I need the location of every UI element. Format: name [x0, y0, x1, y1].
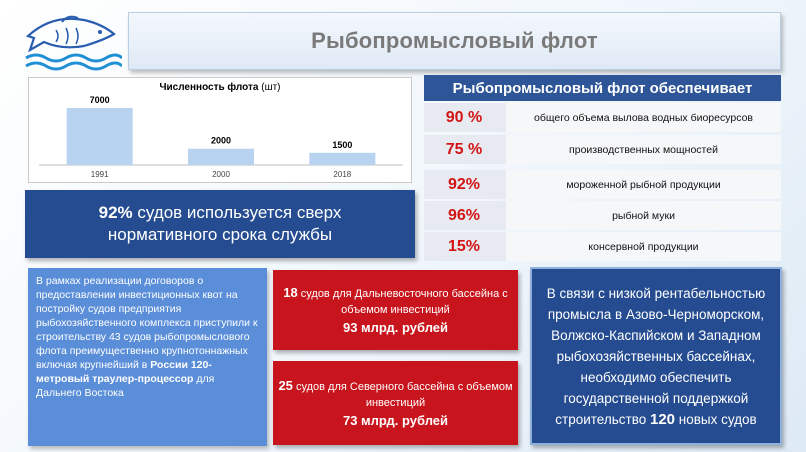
provision-row: [424, 232, 781, 261]
north-investment-box: [273, 361, 518, 445]
north-line: [273, 378, 518, 411]
bar-2000: [188, 149, 254, 165]
provision-pct: 96%: [447, 206, 481, 224]
investment-info-box: [28, 268, 267, 446]
provision-pct: 75 %: [445, 140, 483, 158]
bar-1991: [67, 108, 133, 165]
ships-age-text2: нормативного срока службы: [107, 225, 333, 244]
far-east-text: судов для Дальневосточного бассейна с объемом инвестиций: [297, 287, 508, 316]
chart-title-text: Численность флота: [159, 82, 259, 93]
support-text-wrap: [538, 283, 774, 430]
provision-pct: 92%: [447, 175, 481, 193]
provision-row: [424, 201, 781, 230]
provision-pct: 15%: [447, 237, 481, 255]
provision-row: [424, 135, 781, 164]
provision-desc: мороженной рыбной продукции: [506, 170, 781, 199]
ships-age-line1: [99, 202, 342, 224]
support-text: В связи с низкой рентабельностью промысла в Азово-Черноморском, Волжско-Каспийском и Западном рыбохозяйственных бассейнах, необходимо обеспечить государственной поддержкой строительство: [546, 285, 766, 427]
invest-text-bold: России 120-метровый траулер-процессор: [36, 359, 212, 385]
chart-title-unit: (шт): [261, 82, 281, 93]
support-text-end: новых судов: [675, 411, 757, 427]
far-east-amount: 93 млрд. рублей: [342, 319, 449, 335]
north-text: судов для Северного бассейна с объемом инвестиций: [292, 380, 513, 409]
far-east-count: 18: [283, 284, 298, 300]
north-count: 25: [278, 377, 293, 393]
invest-text-main: В рамках реализации договоров о предоставлении инвестиционных квот на постройку судов предприятия рыбохозяйственного комплекса приступили к строительству 43 судов рыбопромыслового флота преимущественно крупнотоннажных включая крупнейший в: [36, 275, 258, 371]
provision-desc: рыбной муки: [506, 201, 781, 230]
fleet-chart: [28, 77, 412, 183]
support-count: 120: [649, 410, 676, 428]
north-amount: 73 млрд. рублей: [342, 412, 449, 428]
x-tick-2018: 2018: [333, 170, 352, 179]
state-support-box: [530, 267, 782, 445]
data-label-2000: 2000: [210, 135, 232, 146]
provision-desc: производственных мощностей: [506, 135, 781, 164]
provision-desc: общего объема вылова водных биоресурсов: [506, 103, 781, 132]
provision-row: [424, 170, 781, 199]
provision-pct: 90 %: [445, 108, 483, 126]
chart-plot: [29, 78, 413, 184]
far-east-line: [273, 285, 518, 318]
title-banner: [128, 12, 781, 70]
ships-age-text1: судов используется сверх: [132, 203, 342, 222]
fish-logo-icon: [22, 10, 122, 72]
bar-2018: [309, 153, 375, 165]
x-tick-1991: 1991: [90, 170, 109, 179]
data-label-1991: 7000: [89, 95, 110, 105]
page-title: Рыбопромысловый флот: [311, 28, 598, 53]
x-tick-2000: 2000: [212, 170, 230, 179]
provision-desc: консервной продукции: [506, 232, 781, 261]
far-east-investment-box: [273, 270, 518, 350]
invest-text-end: для Дальнего Востока: [36, 373, 215, 399]
ships-age-box: [25, 190, 415, 258]
provision-row: [424, 103, 781, 132]
data-label-2018: 1500: [332, 139, 353, 150]
provision-header: Рыбопромысловый флот обеспечивает: [424, 75, 781, 101]
ships-age-pct: 92%: [98, 203, 133, 222]
